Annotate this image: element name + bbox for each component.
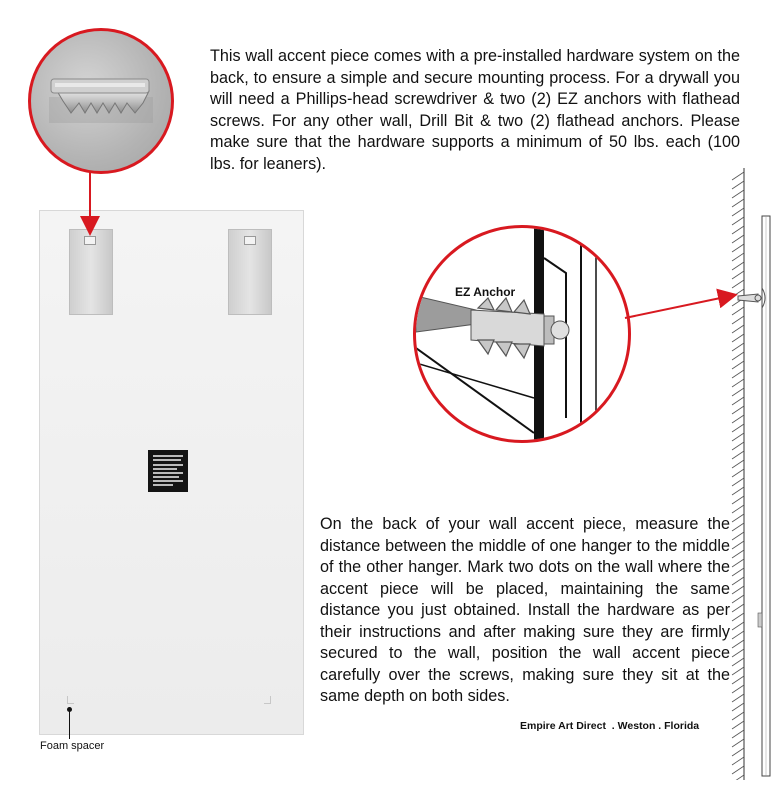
foam-spacer-leader-line [69,711,70,739]
wall-section-diagram-icon [728,168,780,780]
ez-anchor-label: EZ Anchor [455,285,516,299]
right-hanger-slot [244,236,256,245]
left-hanger-slot [84,236,96,245]
company-credit: Empire Art Direct . Weston . Florida [520,720,700,732]
foam-spacer-label: Foam spacer [40,740,105,752]
instruction-sticker [148,450,188,492]
ez-anchor-closeup-icon [413,225,631,443]
right-foam-spacer [264,696,271,704]
sawtooth-hanger-closeup-icon [28,28,174,174]
mounting-instructions: On the back of your wall accent piece, measure the distance between the middle of one hanger to the middle of the other hanger. Mark two dots on the wall where the accent piece will be placed, maintaining the same distance you just obtained. Install the hardware as per their instructions and after making sure they are firmly secured to the wall, position the wall accent piece carefully over the screws, making sure they sit at the same depth on both sides. [320,515,730,705]
wall-anchor-callout-arrow [625,296,730,318]
intro-paragraph: This wall accent piece comes with a pre-installed hardware system on the back, to ensure a simple and secure mounting process. For a drywall you will need a Phillips-head screwdriver & two (2) EZ anchors with flathead screws. For any other wall, Drill Bit & two (2) flathead anchors. Please make sure that the hardware supports a minimum of 50 lbs. each (100 lbs. for leaners). [210,47,740,173]
left-foam-spacer [67,696,74,704]
